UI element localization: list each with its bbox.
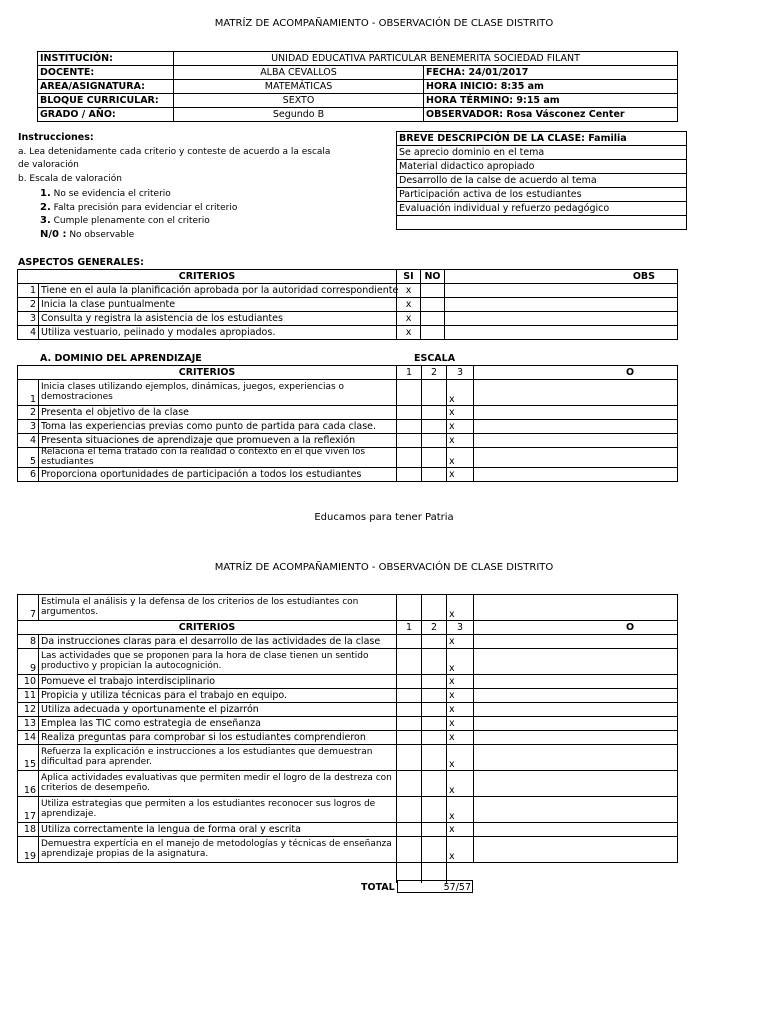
- row-criterio: Estimula el análisis y la defensa de los criterios de los estudiantes con argumentos.: [39, 595, 397, 621]
- row-criterio: Utiliza vestuario, peiinado y modales apropiados.: [39, 326, 397, 340]
- total-label: TOTAL: [361, 882, 395, 893]
- row-scale-1: [397, 380, 422, 406]
- dominio-col-3: 3: [447, 621, 474, 635]
- row-scale-1: [397, 731, 422, 745]
- row-scale-2: [422, 837, 447, 863]
- row-scale-3-mark: x: [447, 434, 474, 448]
- descripcion-row: [397, 216, 687, 230]
- aspectos-col-criterios: CRITERIOS: [18, 270, 397, 284]
- row-criterio: Tiene en el aula la planificación aprobada por la autoridad correspondiente: [39, 284, 397, 298]
- row-si-mark: x: [397, 312, 421, 326]
- row-number: 2: [18, 406, 39, 420]
- bloque-value: SEXTO: [174, 94, 424, 108]
- dominio-col-criterios: CRITERIOS: [18, 366, 397, 380]
- instruccion-b: b. Escala de valoración: [18, 174, 122, 184]
- row-obs-cell: [474, 797, 678, 823]
- row-scale-1: [397, 468, 422, 482]
- row-criterio: Inicia la clase puntualmente: [39, 298, 397, 312]
- row-obs-cell: [474, 649, 678, 675]
- row-criterio: Utiliza adecuada y oportunamente el pizarrón: [39, 703, 397, 717]
- row-criterio: Las actividades que se proponen para la hora de clase tienen un sentido productivo y propician la autocognición.: [39, 649, 397, 675]
- row-scale-1: [397, 703, 422, 717]
- row-number: 14: [18, 731, 39, 745]
- row-number: 13: [18, 717, 39, 731]
- row-scale-3-mark: x: [447, 595, 474, 621]
- row-scale-3-mark: x: [447, 649, 474, 675]
- table-row: [18, 434, 678, 448]
- row-obs-cell: [474, 434, 678, 448]
- table-row: [18, 649, 678, 675]
- table-row: [18, 797, 678, 823]
- row-scale-3-mark: x: [447, 406, 474, 420]
- row-no-cell: [421, 312, 445, 326]
- descripcion-row: Se aprecio dominio en el tema: [397, 146, 687, 160]
- docente-value: ALBA CEVALLOS: [174, 66, 424, 80]
- scale-item-1: 1. No se evidencia el criterio: [40, 188, 171, 199]
- row-scale-3-mark: x: [447, 771, 474, 797]
- dominio-table: [17, 365, 637, 483]
- row-scale-3-mark: x: [447, 380, 474, 406]
- table-row: [18, 837, 678, 863]
- row-number: 8: [18, 635, 39, 649]
- row-si-mark: x: [397, 284, 421, 298]
- row-scale-2: [422, 717, 447, 731]
- instruccion-a-line1: a. Lea detenidamente cada criterio y conteste de acuerdo a la escala: [18, 147, 331, 157]
- table-row: [18, 771, 678, 797]
- observador: OBSERVADOR: Rosa Vásconez Center: [424, 108, 678, 122]
- row-obs-cell: [474, 420, 678, 434]
- descripcion-row: Desarrollo de la calse de acuerdo al tema: [397, 174, 687, 188]
- row-scale-2: [422, 689, 447, 703]
- row-no-cell: [421, 284, 445, 298]
- table-row-empty: [18, 863, 678, 883]
- aspectos-col-no: NO: [421, 270, 445, 284]
- row-criterio: Da instrucciones claras para el desarrollo de las actividades de la clase: [39, 635, 397, 649]
- institucion-label: INSTITUCIÓN:: [38, 52, 174, 66]
- descripcion-row: Participación activa de los estudiantes: [397, 188, 687, 202]
- row-scale-2: [422, 434, 447, 448]
- row-obs-cell: [474, 717, 678, 731]
- row-criterio: Toma las experiencias previas como punto de partida para cada clase.: [39, 420, 397, 434]
- dominio-col-1: 1: [397, 366, 422, 380]
- row-scale-2: [422, 595, 447, 621]
- row-number: 3: [18, 312, 39, 326]
- total-value: 57/57: [397, 880, 473, 893]
- row-scale-2: [422, 380, 447, 406]
- table-row: [18, 312, 678, 326]
- row-scale-3-mark: x: [447, 689, 474, 703]
- row-obs-cell: [474, 771, 678, 797]
- row-criterio: Inicia clases utilizando ejemplos, dinámicas, juegos, experiencias o demostraciones: [39, 380, 397, 406]
- dominio-col-2: 2: [422, 621, 447, 635]
- row-scale-3-mark: x: [447, 717, 474, 731]
- row-obs-cell: [474, 689, 678, 703]
- institucion-value: UNIDAD EDUCATIVA PARTICULAR BENEMERITA SOCIEDAD FILANT: [174, 52, 678, 66]
- row-scale-1: [397, 448, 422, 468]
- aspectos-title: ASPECTOS GENERALES:: [18, 257, 144, 268]
- row-scale-1: [397, 635, 422, 649]
- row-no-cell: [421, 298, 445, 312]
- row-number: 1: [18, 284, 39, 298]
- row-scale-1: [397, 595, 422, 621]
- row-scale-2: [422, 731, 447, 745]
- dominio-col-3: 3: [447, 366, 474, 380]
- row-scale-2: [422, 649, 447, 675]
- table-row: [18, 380, 678, 406]
- grado-value: Segundo B: [174, 108, 424, 122]
- row-scale-3-mark: x: [447, 635, 474, 649]
- area-label: AREA/ASIGNATURA:: [38, 80, 174, 94]
- row-scale-1: [397, 420, 422, 434]
- hora-termino: HORA TÉRMINO: 9:15 am: [424, 94, 678, 108]
- bloque-label: BLOQUE CURRICULAR:: [38, 94, 174, 108]
- dominio-col-1: 1: [397, 621, 422, 635]
- row-obs-cell: [474, 675, 678, 689]
- table-row: [18, 448, 678, 468]
- row-scale-2: [422, 406, 447, 420]
- row-scale-2: [422, 797, 447, 823]
- row-scale-3-mark: x: [447, 703, 474, 717]
- table-row: [18, 823, 678, 837]
- row-scale-1: [397, 689, 422, 703]
- row-number: 1: [18, 380, 39, 406]
- instrucciones-title: Instrucciones:: [18, 132, 94, 143]
- dominio-col-o: O: [474, 621, 678, 635]
- row-obs-cell: [474, 406, 678, 420]
- row-obs-cell: [445, 298, 678, 312]
- row-no-cell: [421, 326, 445, 340]
- row-number: 7: [18, 595, 39, 621]
- row-scale-1: [397, 649, 422, 675]
- footer-slogan: Educamos para tener Patria: [314, 512, 454, 523]
- row-scale-1: [397, 717, 422, 731]
- table-row: [18, 420, 678, 434]
- row-number: 4: [18, 326, 39, 340]
- row-scale-2: [422, 771, 447, 797]
- row-scale-2: [422, 635, 447, 649]
- table-row: [18, 284, 678, 298]
- row-obs-cell: [474, 448, 678, 468]
- row-number: 10: [18, 675, 39, 689]
- scale-item-3: 3. Cumple plenamente con el criterio: [40, 215, 210, 226]
- row-scale-1: [397, 771, 422, 797]
- row-obs-cell: [474, 731, 678, 745]
- row-criterio: Utiliza estrategias que permiten a los estudiantes reconocer sus logros de aprendizaje.: [39, 797, 397, 823]
- row-si-mark: x: [397, 326, 421, 340]
- dominio-col-2: 2: [422, 366, 447, 380]
- row-criterio: Realiza preguntas para comprobar si los estudiantes comprendieron: [39, 731, 397, 745]
- row-obs-cell: [474, 745, 678, 771]
- row-obs-cell: [474, 703, 678, 717]
- area-value: MATEMÁTICAS: [174, 80, 424, 94]
- row-obs-cell: [474, 468, 678, 482]
- dominio-escala: ESCALA: [414, 353, 456, 364]
- row-obs-cell: [474, 380, 678, 406]
- row-scale-1: [397, 837, 422, 863]
- row-criterio: Relaciona el tema tratado con la realidad o contexto en el que viven los estudiantes: [39, 448, 397, 468]
- row-number: 12: [18, 703, 39, 717]
- row-criterio: Demuestra expertícia en el manejo de metodologías y técnicas de enseñanza aprendizaje propias de la asignatura.: [39, 837, 397, 863]
- aspectos-col-si: SI: [397, 270, 421, 284]
- row-number: 5: [18, 448, 39, 468]
- row-scale-3-mark: x: [447, 675, 474, 689]
- row-criterio: Presenta situaciones de aprendizaje que promueven a la reflexión: [39, 434, 397, 448]
- row-scale-3-mark: x: [447, 468, 474, 482]
- row-obs-cell: [445, 312, 678, 326]
- table-row: [18, 468, 678, 482]
- row-criterio: Aplica actividades evaluativas que permiten medir el logro de la destreza con criterios de desempeño.: [39, 771, 397, 797]
- table-row: [18, 703, 678, 717]
- row-criterio: Presenta el objetivo de la clase: [39, 406, 397, 420]
- row-obs-cell: [474, 595, 678, 621]
- table-row: [18, 298, 678, 312]
- row-scale-3-mark: x: [447, 420, 474, 434]
- row-number: 18: [18, 823, 39, 837]
- dominio-col-o: O: [474, 366, 678, 380]
- dominio-title: A. DOMINIO DEL APRENDIZAJE: [40, 353, 202, 364]
- table-row: [18, 745, 678, 771]
- row-scale-2: [422, 823, 447, 837]
- grado-label: GRADO / AÑO:: [38, 108, 174, 122]
- header-info-table: [37, 51, 637, 121]
- row-criterio: Consulta y registra la asistencia de los estudiantes: [39, 312, 397, 326]
- row-obs-cell: [445, 284, 678, 298]
- row-number: 16: [18, 771, 39, 797]
- row-scale-2: [422, 675, 447, 689]
- row-criterio: Propicia y utiliza técnicas para el trabajo en equipo.: [39, 689, 397, 703]
- row-scale-3-mark: x: [447, 745, 474, 771]
- table-row: [18, 326, 678, 340]
- scale-item-no: N/0 : No observable: [40, 229, 135, 240]
- row-number: 15: [18, 745, 39, 771]
- row-number: 2: [18, 298, 39, 312]
- page-title: MATRÍZ DE ACOMPAÑAMIENTO - OBSERVACIÓN DE CLASE DISTRITO: [214, 562, 554, 573]
- row-scale-1: [397, 797, 422, 823]
- row-scale-2: [422, 448, 447, 468]
- row-obs-cell: [445, 326, 678, 340]
- row-number: 3: [18, 420, 39, 434]
- row-criterio: Utiliza correctamente la lengua de forma oral y escrita: [39, 823, 397, 837]
- row-scale-1: [397, 406, 422, 420]
- table-row: [18, 675, 678, 689]
- dominio-table-continued: [17, 594, 637, 894]
- row-scale-1: [397, 823, 422, 837]
- dominio-col-criterios: CRITERIOS: [18, 621, 397, 635]
- row-number: 19: [18, 837, 39, 863]
- row-criterio: Pomueve el trabajo interdisciplinario: [39, 675, 397, 689]
- row-scale-1: [397, 745, 422, 771]
- row-scale-2: [422, 420, 447, 434]
- row-scale-3-mark: x: [447, 797, 474, 823]
- row-number: 6: [18, 468, 39, 482]
- scale-item-2: 2. Falta precisión para evidenciar el criterio: [40, 202, 238, 213]
- page-title: MATRÍZ DE ACOMPAÑAMIENTO - OBSERVACIÓN DE CLASE DISTRITO: [214, 18, 554, 29]
- row-scale-3-mark: x: [447, 448, 474, 468]
- row-obs-cell: [474, 837, 678, 863]
- aspectos-col-obs: OBS: [445, 270, 678, 284]
- docente-label: DOCENTE:: [38, 66, 174, 80]
- row-scale-1: [397, 675, 422, 689]
- row-number: 11: [18, 689, 39, 703]
- row-scale-3-mark: x: [447, 823, 474, 837]
- table-row: [18, 406, 678, 420]
- row-criterio: Emplea las TIC como estrategia de enseñanza: [39, 717, 397, 731]
- row-scale-3-mark: x: [447, 731, 474, 745]
- row-number: 4: [18, 434, 39, 448]
- row-obs-cell: [474, 635, 678, 649]
- table-row: [18, 689, 678, 703]
- table-row: [18, 731, 678, 745]
- descripcion-row: Evaluación individual y refuerzo pedagógico: [397, 202, 687, 216]
- row-scale-2: [422, 468, 447, 482]
- row-scale-2: [422, 745, 447, 771]
- fecha: FECHA: 24/01/2017: [424, 66, 678, 80]
- aspectos-table: [17, 269, 655, 340]
- row-scale-1: [397, 434, 422, 448]
- row-scale-3-mark: x: [447, 837, 474, 863]
- row-scale-2: [422, 703, 447, 717]
- instruccion-a-line2: de valoración: [18, 160, 79, 170]
- row-criterio: Proporciona oportunidades de participación a todos los estudiantes: [39, 468, 397, 482]
- row-number: 9: [18, 649, 39, 675]
- row-number: 17: [18, 797, 39, 823]
- table-row: [18, 717, 678, 731]
- row-criterio: Refuerza la explicación e instrucciones a los estudiantes que demuestran dificultad para aprender.: [39, 745, 397, 771]
- row-si-mark: x: [397, 298, 421, 312]
- descripcion-title: BREVE DESCRIPCIÓN DE LA CLASE: Familia: [397, 132, 687, 146]
- table-row: [18, 595, 678, 621]
- descripcion-table: [396, 131, 637, 231]
- row-obs-cell: [474, 823, 678, 837]
- descripcion-row: Material didactico apropiado: [397, 160, 687, 174]
- hora-inicio: HORA INICIO: 8:35 am: [424, 80, 678, 94]
- table-row: [18, 635, 678, 649]
